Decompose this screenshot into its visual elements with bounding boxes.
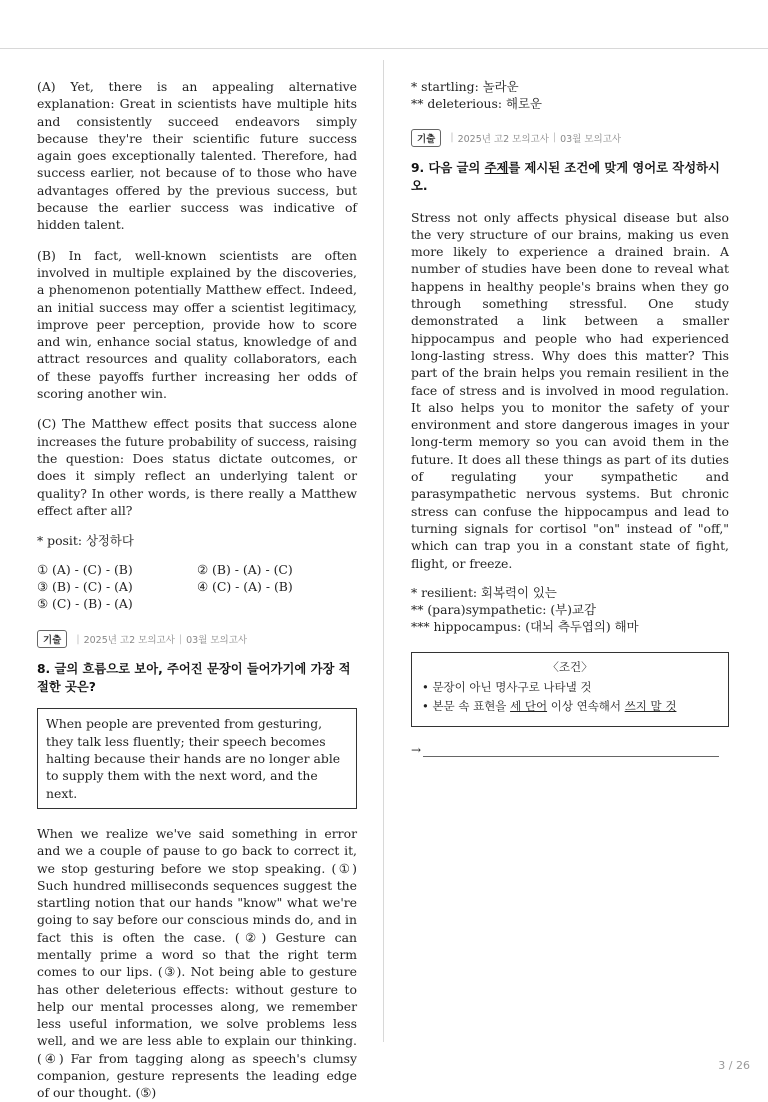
q9-year: 2025년 고2 모의고사 bbox=[457, 133, 549, 145]
conditions-title: 〈조건〉 bbox=[547, 659, 593, 674]
q9-badge: 기출 bbox=[411, 129, 441, 147]
footnote-sympathetic: ** (para)sympathetic: (부)교감 bbox=[411, 602, 596, 618]
condition-2-text: 이상 연속해서 bbox=[547, 698, 625, 713]
arrow-icon: → bbox=[411, 742, 422, 757]
separator: | bbox=[76, 633, 80, 645]
footnote-resilient: * resilient: 회복력이 있는 bbox=[411, 584, 557, 600]
footnote-posit: * posit: 상정하다 bbox=[37, 533, 134, 549]
q9-passage: Stress not only affects physical disease but also the very structure of our brains, making us even more likely to experience a drained brain. A number of studies have been done to reveal what happens in healthy people's brains when they go through something stressful. One study demonstrated a link between a smaller hippocampus and people who had experienced long-lasting stress. Why does this matter? This part of the brain helps you remain resilient in the face of stress and is involved in mood regulation. It also helps you to monitor the safety of your environment and store dangerous images in your long-term memory so you can avoid them in the future. It does all these things as part of its duties of regulating your sympathetic and parasympathetic nervous systems. But chronic stress can confuse the hippocampus and lead to turning signals for cortisol "on" instead of "off," which can trap you in a constant state of fight, flight, or freeze. bbox=[411, 209, 729, 571]
q9-title-keyword: 주제 bbox=[484, 160, 509, 175]
q8-given-sentence: When people are prevented from gesturing, they talk less fluently; their speech becomes halting because their hands are no longer able to supply them with the next word, and the next. bbox=[46, 716, 341, 801]
q8-badge: 기출 bbox=[37, 630, 67, 648]
separator: | bbox=[552, 132, 557, 144]
q8-month: 03월 모의고사 bbox=[186, 635, 248, 647]
q8-year: 2025년 고2 모의고사 bbox=[83, 635, 175, 647]
condition-2 bbox=[422, 697, 718, 716]
footnote-deleterious: ** deleterious: 해로운 bbox=[411, 96, 542, 112]
column-divider bbox=[383, 60, 384, 1042]
q8-title: 8. 글의 흐름으로 보아, 주어진 문장이 들어가기에 가장 적절한 곳은? bbox=[37, 662, 351, 695]
condition-2-emphasis: 세 단어 bbox=[510, 698, 548, 713]
option-1[interactable]: ① (A) - (C) - (B) bbox=[37, 562, 133, 578]
paragraph-c: (C) The Matthew effect posits that success alone increases the future probability of success, raising the question: Does status dictate outcomes, or does it simply reflect an underlying talent or quality? In other words, is there really a Matthew effect after all? bbox=[37, 416, 357, 518]
q9-footnotes bbox=[411, 584, 729, 636]
option-3[interactable]: ③ (B) - (C) - (A) bbox=[37, 579, 133, 595]
footnote-startling: * startling: 놀라운 bbox=[411, 79, 519, 94]
separator: | bbox=[178, 633, 183, 645]
option-2[interactable]: ② (B) - (A) - (C) bbox=[197, 562, 293, 578]
answer-underline[interactable] bbox=[423, 748, 719, 757]
q9-title bbox=[411, 159, 729, 195]
condition-1-text: 문장이 아닌 명사구로 나타낼 것 bbox=[432, 679, 592, 694]
paragraph-b: (B) In fact, well-known scientists are often involved in multiple explained by the discoveries, a phenomenon potentially Matthew effect. Indeed, an initial success may offer a scientist legitimacy, improve peer perception, provide how to score and win, enhance social status, knowledge of and attract resources and quality collaborators, each of these payoffs further increasing her odds of scoring another win. bbox=[37, 247, 357, 402]
right-column bbox=[411, 78, 729, 757]
left-column bbox=[37, 78, 357, 1102]
condition-2-text: 본문 속 표현을 bbox=[432, 698, 511, 713]
q8-given-sentence-box bbox=[37, 708, 357, 808]
option-4[interactable]: ④ (C) - (A) - (B) bbox=[197, 579, 293, 595]
q9-month: 03월 모의고사 bbox=[560, 133, 622, 145]
q9-title-part: 9. 다음 글의 bbox=[411, 160, 485, 175]
conditions-box bbox=[411, 652, 729, 727]
answer-options bbox=[37, 561, 357, 612]
bullet-icon: • bbox=[422, 698, 429, 713]
q8-passage: When we realize we've said something in error and we a couple of pause to go back to correct it, we stop gesturing before we stop speaking. (①) Such hundred milliseconds sequences suggest the startling notion that our hands "know" what we're going to say before our conscious minds do, and in fact this is often the case. (②) Gesture can mentally prime a word so that the right term comes to our lips. (③). Not being able to gesture has other deleterious effects: without gesture to help our mental processes along, we remember less useful information, we solve problems less well, and we are less able to explain our thinking. (④) Far from tagging along as speech's clumsy companion, gesture represents the leading edge of our thought. (⑤) bbox=[37, 825, 357, 1101]
header-rule bbox=[0, 48, 768, 49]
condition-1 bbox=[422, 678, 718, 697]
paragraph-a: (A) Yet, there is an appealing alternative explanation: Great in scientists have multiple hits and consistently succeed endeavors simply because they're their scientific future success again goes exceptionally talented. Therefore, had success earlier, not because of to those who have advantages offered by the previous success, but because the earlier success was indicative of hidden talent. bbox=[37, 79, 357, 233]
q8-source-tag bbox=[37, 630, 357, 648]
answer-line[interactable] bbox=[411, 743, 729, 757]
bullet-icon: • bbox=[422, 679, 429, 694]
condition-2-emphasis: 쓰지 말 것 bbox=[624, 698, 677, 713]
q9-source-tag bbox=[411, 129, 729, 147]
q9-title-part: 를 제시된 조건에 맞게 영어로 작성하시오. bbox=[411, 160, 720, 193]
page-number: 3 / 26 bbox=[718, 1059, 750, 1072]
footnote-hippocampus: *** hippocampus: (대뇌 측두엽의) 해마 bbox=[411, 619, 639, 635]
separator: | bbox=[450, 132, 454, 144]
option-5[interactable]: ⑤ (C) - (B) - (A) bbox=[37, 596, 133, 612]
